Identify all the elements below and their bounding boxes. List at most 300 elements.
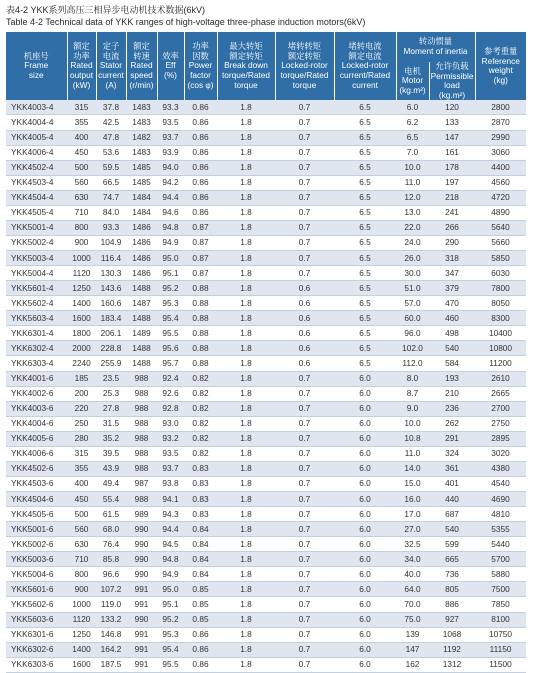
table-cell: 1.8 <box>217 446 275 461</box>
table-row <box>6 597 526 612</box>
table-row <box>6 446 526 461</box>
table-cell: 0.7 <box>275 235 334 250</box>
table-cell: 347 <box>429 266 475 281</box>
table-cell: 1.8 <box>217 522 275 537</box>
table-row <box>6 205 526 220</box>
table-cell: 1312 <box>429 657 475 672</box>
table-cell: 0.7 <box>275 537 334 552</box>
col-header-rated-output: 额定 功率 Rated output (kW) <box>67 32 96 100</box>
table-cell: 39.5 <box>96 446 126 461</box>
table-cell: 93.8 <box>157 476 184 491</box>
table-cell: 17.0 <box>396 507 429 522</box>
table-cell: 0.82 <box>184 401 217 416</box>
table-cell: 1.8 <box>217 537 275 552</box>
col-header-locked-rotor-torque: 堵转转矩 额定转矩 Locked-rotor torque/Rated torque <box>275 32 334 100</box>
table-cell: 6.0 <box>334 492 396 507</box>
table-cell: 139 <box>396 627 429 642</box>
table-cell: 1484 <box>126 190 157 205</box>
table-cell: 2665 <box>475 386 526 401</box>
table-cell: 262 <box>429 416 475 431</box>
table-cell: 1489 <box>126 326 157 341</box>
table-cell: YKK4001-6 <box>6 371 67 386</box>
table-cell: 7800 <box>475 281 526 296</box>
table-cell: 0.87 <box>184 235 217 250</box>
table-cell: 1483 <box>126 115 157 130</box>
table-cell: 1488 <box>126 356 157 371</box>
table-row <box>6 356 526 371</box>
table-row <box>6 281 526 296</box>
table-cell: 0.86 <box>184 130 217 145</box>
table-cell: 990 <box>126 612 157 627</box>
table-cell: 991 <box>126 582 157 597</box>
table-cell: 143.6 <box>96 281 126 296</box>
table-cell: 0.7 <box>275 476 334 491</box>
table-cell: 43.9 <box>96 461 126 476</box>
table-row <box>6 627 526 642</box>
table-cell: 988 <box>126 416 157 431</box>
table-cell: 95.1 <box>157 597 184 612</box>
table-cell: 805 <box>429 582 475 597</box>
table-cell: 1.8 <box>217 627 275 642</box>
table-cell: 1483 <box>126 145 157 160</box>
table-cell: 95.4 <box>157 642 184 657</box>
table-cell: 10.8 <box>396 431 429 446</box>
table-cell: 280 <box>67 431 96 446</box>
table-cell: 6.5 <box>334 115 396 130</box>
table-cell: 6.5 <box>334 341 396 356</box>
table-cell: 6.5 <box>334 145 396 160</box>
table-cell: 94.9 <box>157 235 184 250</box>
table-cell: 500 <box>67 507 96 522</box>
table-cell: YKK4004-6 <box>6 416 67 431</box>
table-cell: 1485 <box>126 160 157 175</box>
table-cell: YKK4005-6 <box>6 431 67 446</box>
table-cell: 6.0 <box>334 371 396 386</box>
table-cell: 34.0 <box>396 552 429 567</box>
table-row <box>6 175 526 190</box>
table-cell: 6.0 <box>334 612 396 627</box>
table-row <box>6 642 526 657</box>
table-cell: 1.8 <box>217 552 275 567</box>
table-cell: 0.85 <box>184 582 217 597</box>
table-cell: 987 <box>126 476 157 491</box>
table-cell: 47.8 <box>96 130 126 145</box>
table-cell: 0.7 <box>275 446 334 461</box>
table-cell: 250 <box>67 416 96 431</box>
table-cell: YKK5004-6 <box>6 567 67 582</box>
table-cell: 0.7 <box>275 251 334 266</box>
table-cell: 0.86 <box>184 100 217 115</box>
col-header-frame-size: 机座号 Frame size <box>6 32 67 100</box>
table-cell: 0.7 <box>275 642 334 657</box>
table-cell: 0.85 <box>184 612 217 627</box>
table-cell: 1487 <box>126 296 157 311</box>
table-cell: 94.0 <box>157 160 184 175</box>
table-row <box>6 341 526 356</box>
table-cell: YKK4006-6 <box>6 446 67 461</box>
table-cell: 8300 <box>475 311 526 326</box>
table-cell: 6.5 <box>334 220 396 235</box>
table-cell: 10800 <box>475 341 526 356</box>
table-cell: 1.8 <box>217 431 275 446</box>
table-cell: 1.8 <box>217 266 275 281</box>
table-cell: 0.84 <box>184 522 217 537</box>
table-cell: 1.8 <box>217 100 275 115</box>
table-cell: 0.86 <box>184 145 217 160</box>
table-cell: 0.83 <box>184 507 217 522</box>
table-cell: 1250 <box>67 281 96 296</box>
table-cell: 560 <box>67 175 96 190</box>
table-cell: 6.0 <box>334 627 396 642</box>
table-cell: 2800 <box>475 100 526 115</box>
table-cell: 76.4 <box>96 537 126 552</box>
table-cell: 57.0 <box>396 296 429 311</box>
table-cell: 2240 <box>67 356 96 371</box>
table-cell: 6.0 <box>334 416 396 431</box>
table-cell: 147 <box>396 642 429 657</box>
table-cell: 6.0 <box>334 582 396 597</box>
table-cell: 6.5 <box>334 205 396 220</box>
table-cell: 355 <box>67 461 96 476</box>
table-cell: 0.7 <box>275 492 334 507</box>
table-cell: 93.3 <box>96 220 126 235</box>
table-cell: 6.5 <box>334 281 396 296</box>
table-cell: 75.0 <box>396 612 429 627</box>
table-cell: 95.5 <box>157 657 184 672</box>
table-cell: 116.4 <box>96 251 126 266</box>
table-cell: 1600 <box>67 311 96 326</box>
table-cell: 0.86 <box>184 115 217 130</box>
table-row <box>6 386 526 401</box>
table-row <box>6 251 526 266</box>
table-cell: 540 <box>429 341 475 356</box>
table-cell: 6.5 <box>334 190 396 205</box>
col-header-breakdown-torque: 最大转矩 额定转矩 Break down torque/Rated torque <box>217 32 275 100</box>
table-cell: 6.5 <box>334 130 396 145</box>
table-cell: 35.2 <box>96 431 126 446</box>
table-cell: 133.2 <box>96 612 126 627</box>
table-cell: 1.8 <box>217 130 275 145</box>
table-cell: 1.8 <box>217 281 275 296</box>
table-cell: 0.7 <box>275 130 334 145</box>
table-cell: 6.5 <box>334 235 396 250</box>
table-cell: 60.0 <box>396 311 429 326</box>
table-cell: 37.8 <box>96 100 126 115</box>
table-cell: 0.7 <box>275 100 334 115</box>
table-cell: 51.0 <box>396 281 429 296</box>
table-cell: 0.7 <box>275 401 334 416</box>
table-cell: 0.85 <box>184 597 217 612</box>
table-cell: 1488 <box>126 281 157 296</box>
table-cell: 0.83 <box>184 476 217 491</box>
table-row <box>6 552 526 567</box>
col-header-stator-current: 定子 电流 Stator current (A) <box>96 32 126 100</box>
table-cell: 540 <box>429 522 475 537</box>
table-cell: 6.0 <box>334 461 396 476</box>
table-cell: 991 <box>126 642 157 657</box>
table-cell: 0.7 <box>275 552 334 567</box>
table-cell: 800 <box>67 567 96 582</box>
table-cell: 6.0 <box>334 446 396 461</box>
table-cell: 85.8 <box>96 552 126 567</box>
table-cell: 1483 <box>126 100 157 115</box>
table-cell: 498 <box>429 326 475 341</box>
table-cell: 64.0 <box>396 582 429 597</box>
table-cell: 95.2 <box>157 281 184 296</box>
table-cell: YKK4503-4 <box>6 175 67 190</box>
table-cell: 162 <box>396 657 429 672</box>
table-cell: 66.5 <box>96 175 126 190</box>
table-cell: YKK6301-4 <box>6 326 67 341</box>
table-cell: 989 <box>126 507 157 522</box>
table-header <box>6 32 526 100</box>
table-cell: 1.8 <box>217 220 275 235</box>
table-cell: YKK5004-4 <box>6 266 67 281</box>
table-row <box>6 567 526 582</box>
table-cell: 1400 <box>67 642 96 657</box>
table-cell: 1488 <box>126 341 157 356</box>
table-cell: 120 <box>429 100 475 115</box>
table-cell: 27.0 <box>396 522 429 537</box>
table-cell: 0.87 <box>184 220 217 235</box>
table-cell: 2000 <box>67 341 96 356</box>
table-cell: 988 <box>126 371 157 386</box>
table-cell: 0.7 <box>275 416 334 431</box>
table-cell: 800 <box>67 220 96 235</box>
table-cell: 95.5 <box>157 326 184 341</box>
table-cell: 0.7 <box>275 461 334 476</box>
col-header-motor-inertia: 电机 Motor (kg.m²) <box>396 62 429 100</box>
table-cell: 665 <box>429 552 475 567</box>
table-cell: 710 <box>67 205 96 220</box>
table-cell: 988 <box>126 386 157 401</box>
table-row <box>6 476 526 491</box>
table-cell: 12.0 <box>396 190 429 205</box>
table-cell: 5640 <box>475 220 526 235</box>
table-cell: 630 <box>67 537 96 552</box>
table-cell: 59.5 <box>96 160 126 175</box>
table-cell: 266 <box>429 220 475 235</box>
table-caption-en: Table 4-2 Technical data of YKK ranges of high-voltage three-phase induction motors(6kV) <box>6 17 366 27</box>
table-cell: 93.5 <box>157 115 184 130</box>
table-cell: 2870 <box>475 115 526 130</box>
table-cell: 1.8 <box>217 115 275 130</box>
table-cell: 93.7 <box>157 130 184 145</box>
table-cell: 93.5 <box>157 446 184 461</box>
table-cell: 584 <box>429 356 475 371</box>
table-cell: 0.86 <box>184 175 217 190</box>
table-cell: 94.8 <box>157 220 184 235</box>
table-cell: YKK6302-4 <box>6 341 67 356</box>
table-row <box>6 100 526 115</box>
table-cell: 379 <box>429 281 475 296</box>
table-cell: 6.5 <box>334 266 396 281</box>
table-cell: 988 <box>126 401 157 416</box>
table-cell: 988 <box>126 446 157 461</box>
table-cell: 1.8 <box>217 251 275 266</box>
table-cell: 1.8 <box>217 311 275 326</box>
table-cell: 1.8 <box>217 296 275 311</box>
table-cell: 1.8 <box>217 205 275 220</box>
table-cell: 324 <box>429 446 475 461</box>
table-row <box>6 507 526 522</box>
table-cell: YKK6303-6 <box>6 657 67 672</box>
table-cell: 0.86 <box>184 627 217 642</box>
table-cell: 988 <box>126 492 157 507</box>
table-cell: 42.5 <box>96 115 126 130</box>
table-cell: 990 <box>126 552 157 567</box>
table-row <box>6 130 526 145</box>
table-cell: 318 <box>429 251 475 266</box>
table-row <box>6 537 526 552</box>
table-cell: 23.5 <box>96 371 126 386</box>
table-cell: 8.7 <box>396 386 429 401</box>
table-cell: 10750 <box>475 627 526 642</box>
table-body <box>6 100 526 672</box>
table-cell: 0.7 <box>275 386 334 401</box>
table-cell: 95.7 <box>157 356 184 371</box>
table-cell: 94.4 <box>157 522 184 537</box>
table-cell: 84.0 <box>96 205 126 220</box>
table-cell: 6.0 <box>334 537 396 552</box>
table-cell: YKK4004-4 <box>6 115 67 130</box>
table-cell: 6.5 <box>334 175 396 190</box>
table-cell: 104.9 <box>96 235 126 250</box>
table-cell: 0.87 <box>184 266 217 281</box>
table-cell: 2610 <box>475 371 526 386</box>
table-cell: 0.7 <box>275 597 334 612</box>
table-cell: YKK5002-6 <box>6 537 67 552</box>
table-cell: 14.0 <box>396 461 429 476</box>
table-cell: 687 <box>429 507 475 522</box>
table-cell: 5660 <box>475 235 526 250</box>
table-row <box>6 522 526 537</box>
table-cell: 2750 <box>475 416 526 431</box>
table-cell: YKK5003-6 <box>6 552 67 567</box>
table-cell: 1120 <box>67 266 96 281</box>
table-cell: 0.86 <box>184 657 217 672</box>
table-cell: 6.5 <box>334 356 396 371</box>
table-cell: 0.7 <box>275 612 334 627</box>
table-cell: 93.0 <box>157 416 184 431</box>
table-cell: 401 <box>429 476 475 491</box>
table-cell: 95.3 <box>157 627 184 642</box>
table-cell: 0.6 <box>275 281 334 296</box>
table-cell: 1486 <box>126 235 157 250</box>
table-cell: 990 <box>126 567 157 582</box>
table-cell: 1.8 <box>217 657 275 672</box>
table-cell: YKK5603-4 <box>6 311 67 326</box>
table-cell: 197 <box>429 175 475 190</box>
table-cell: YKK4005-4 <box>6 130 67 145</box>
table-row <box>6 145 526 160</box>
table-cell: YKK4504-4 <box>6 190 67 205</box>
table-cell: 94.2 <box>157 175 184 190</box>
table-cell: 6.0 <box>334 657 396 672</box>
table-row <box>6 190 526 205</box>
table-cell: 95.0 <box>157 582 184 597</box>
table-row <box>6 657 526 672</box>
table-cell: 15.0 <box>396 476 429 491</box>
table-cell: 160.6 <box>96 296 126 311</box>
table-cell: 0.7 <box>275 522 334 537</box>
table-cell: 0.88 <box>184 326 217 341</box>
table-row <box>6 296 526 311</box>
table-cell: 102.0 <box>396 341 429 356</box>
table-cell: 2700 <box>475 401 526 416</box>
table-cell: 5850 <box>475 251 526 266</box>
table-cell: 53.6 <box>96 145 126 160</box>
table-cell: 6.5 <box>334 100 396 115</box>
table-cell: 10.0 <box>396 160 429 175</box>
table-cell: 0.82 <box>184 416 217 431</box>
table-cell: 95.1 <box>157 266 184 281</box>
table-cell: 4890 <box>475 205 526 220</box>
table-cell: 0.6 <box>275 296 334 311</box>
table-row <box>6 582 526 597</box>
table-cell: 94.6 <box>157 205 184 220</box>
table-cell: 1068 <box>429 627 475 642</box>
table-cell: 6.0 <box>334 567 396 582</box>
table-cell: 8100 <box>475 612 526 627</box>
table-cell: 0.7 <box>275 220 334 235</box>
table-cell: 94.4 <box>157 190 184 205</box>
table-cell: YKK5602-4 <box>6 296 67 311</box>
table-cell: 11.0 <box>396 175 429 190</box>
table-cell: 94.1 <box>157 492 184 507</box>
table-cell: YKK4003-6 <box>6 401 67 416</box>
table-cell: 107.2 <box>96 582 126 597</box>
table-cell: 1484 <box>126 205 157 220</box>
table-cell: 2990 <box>475 130 526 145</box>
table-cell: 24.0 <box>396 235 429 250</box>
table-row <box>6 160 526 175</box>
table-cell: 9.0 <box>396 401 429 416</box>
table-cell: YKK4006-4 <box>6 145 67 160</box>
table-cell: YKK5003-4 <box>6 251 67 266</box>
table-cell: 1.8 <box>217 612 275 627</box>
table-cell: 25.3 <box>96 386 126 401</box>
table-cell: 22.0 <box>396 220 429 235</box>
table-cell: 95.4 <box>157 311 184 326</box>
table-cell: 0.7 <box>275 567 334 582</box>
col-header-locked-rotor-current: 堵转电流 额定电流 Locked-rotor current/Rated current <box>334 32 396 100</box>
technical-data-table <box>6 32 526 673</box>
table-cell: 1.8 <box>217 386 275 401</box>
table-row <box>6 431 526 446</box>
table-cell: 95.2 <box>157 612 184 627</box>
table-cell: 112.0 <box>396 356 429 371</box>
table-cell: 1120 <box>67 612 96 627</box>
table-cell: 6.5 <box>334 326 396 341</box>
table-cell: 93.9 <box>157 145 184 160</box>
table-cell: 990 <box>126 522 157 537</box>
table-cell: YKK4504-6 <box>6 492 67 507</box>
table-cell: 599 <box>429 537 475 552</box>
table-cell: 0.7 <box>275 175 334 190</box>
table-cell: 94.3 <box>157 507 184 522</box>
table-cell: 1.8 <box>217 642 275 657</box>
table-cell: 200 <box>67 386 96 401</box>
table-cell: 450 <box>67 145 96 160</box>
table-cell: 1.8 <box>217 145 275 160</box>
table-cell: 11.0 <box>396 446 429 461</box>
table-cell: 6.0 <box>334 476 396 491</box>
table-cell: 7850 <box>475 597 526 612</box>
table-cell: 1.8 <box>217 356 275 371</box>
table-cell: 7500 <box>475 582 526 597</box>
table-cell: 290 <box>429 235 475 250</box>
